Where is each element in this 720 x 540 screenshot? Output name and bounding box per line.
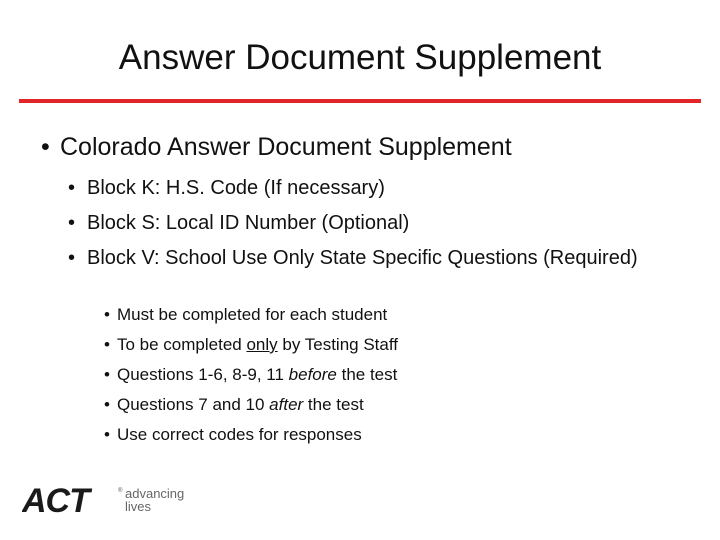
bullet-dot: •: [68, 177, 76, 199]
slide-title: Answer Document Supplement: [118, 38, 602, 77]
bullet-level2-list: [68, 171, 647, 276]
emphasis-underline: only: [246, 335, 278, 354]
emphasis-italic: after: [269, 395, 304, 414]
title-divider: [19, 99, 701, 103]
bullet-dot: •: [104, 305, 110, 324]
bullet-level3-text: To be completed only by Testing Staff: [117, 335, 398, 354]
bullet-level2-text: Block K: H.S. Code (If necessary): [87, 177, 385, 199]
bullet-level3-item: [104, 360, 398, 390]
bullet-level1-text: Colorado Answer Document Supplement: [60, 133, 512, 161]
bullet-dot: •: [41, 133, 50, 161]
bullet-dot: •: [68, 212, 76, 234]
bullet-dot: •: [68, 247, 76, 269]
bullet-dot: •: [104, 365, 110, 384]
bullet-level2-item: [68, 241, 647, 276]
bullet-level3-list: [104, 300, 398, 450]
bullet-level3-text: Questions 1-6, 8-9, 11 before the test: [117, 365, 398, 384]
bullet-level2-text: Block V: School Use Only State Specific Questions (Required): [87, 247, 638, 269]
bullet-level3-text: Use correct codes for responses: [117, 425, 362, 444]
bullet-level3-text: Must be completed for each student: [117, 305, 388, 324]
bullet-dot: •: [104, 335, 110, 354]
bullet-level3-item: [104, 330, 398, 360]
bullet-level3-text: Questions 7 and 10 after the test: [117, 395, 364, 414]
svg-text:®: ®: [118, 488, 123, 494]
logo-tagline: advancing: [125, 486, 185, 501]
bullet-dot: •: [104, 395, 110, 414]
bullet-level2-item: [68, 171, 647, 206]
act-logo: [22, 480, 192, 520]
emphasis-italic: before: [288, 365, 337, 384]
logo-tagline: lives: [125, 499, 152, 514]
bullet-level3-item: [104, 390, 398, 420]
bullet-level1: [41, 132, 512, 162]
bullet-level2-text: Block S: Local ID Number (Optional): [87, 212, 410, 234]
bullet-level3-item: [104, 420, 398, 450]
bullet-dot: •: [104, 425, 110, 444]
bullet-level2-item: [68, 206, 647, 241]
logo-wordmark: ACT: [22, 482, 89, 520]
bullet-level3-item: [104, 300, 398, 330]
